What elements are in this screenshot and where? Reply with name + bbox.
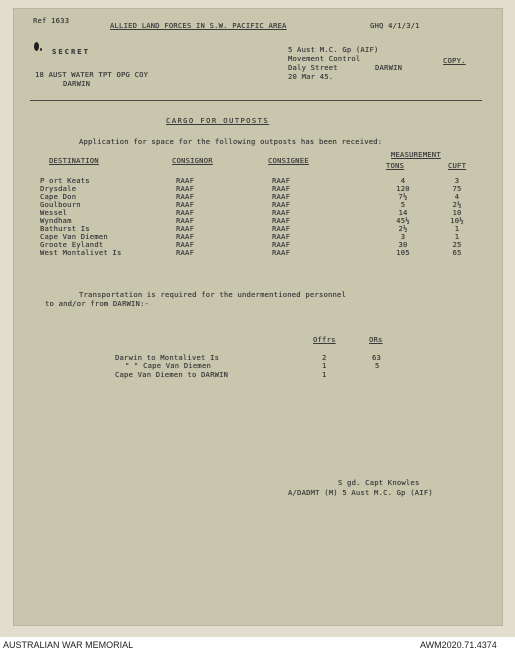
tons-cell: 5 bbox=[400, 200, 406, 209]
sender-street: Daly Street bbox=[288, 63, 338, 72]
offrs-cell: 2 bbox=[322, 353, 327, 362]
consignee-cell: RAAF bbox=[272, 248, 291, 257]
route-cell: Darwin to Montalivet Is bbox=[115, 353, 220, 362]
destination-cell: Goulbourn bbox=[40, 200, 81, 209]
consignee-cell: RAAF bbox=[272, 200, 291, 209]
cuft-cell: 1 bbox=[454, 224, 460, 233]
consignor-cell: RAAF bbox=[176, 232, 195, 241]
consignee-cell: RAAF bbox=[272, 216, 291, 225]
column-header-tons: TONS bbox=[386, 161, 405, 170]
destination-cell: Wyndham bbox=[40, 216, 72, 225]
destination-cell: West Montalivet Is bbox=[40, 248, 122, 257]
sender-city: DARWIN bbox=[375, 63, 403, 72]
route-cell: " " Cape Van Diemen bbox=[125, 361, 212, 370]
consignee-cell: RAAF bbox=[272, 208, 291, 217]
cuft-cell: 2½ bbox=[452, 200, 462, 209]
route-cell: Cape Van Diemen to DARWIN bbox=[115, 370, 229, 379]
cuft-cell: 1 bbox=[454, 232, 460, 241]
consignee-cell: RAAF bbox=[272, 224, 291, 233]
tons-cell: 30 bbox=[398, 240, 408, 249]
cuft-cell: 10 bbox=[452, 208, 462, 217]
tons-cell: 45½ bbox=[396, 216, 410, 225]
consignee-cell: RAAF bbox=[272, 240, 291, 249]
offrs-cell: 1 bbox=[322, 370, 327, 379]
cuft-cell: 65 bbox=[452, 248, 462, 257]
punch-hole bbox=[34, 42, 39, 51]
destination-cell: P ort Keats bbox=[40, 176, 90, 185]
consignee-cell: RAAF bbox=[272, 184, 291, 193]
cuft-cell: 25 bbox=[452, 240, 462, 249]
destination-cell: Drysdale bbox=[40, 184, 77, 193]
ghq-reference: GHQ 4/1/3/1 bbox=[370, 21, 420, 30]
transport-note-line-1: Transportation is required for the undermentioned personnel bbox=[79, 290, 347, 299]
table-row bbox=[0, 209, 515, 217]
transport-note-line-2: to and/or from DARWIN:- bbox=[45, 299, 150, 308]
consignor-cell: RAAF bbox=[176, 248, 195, 257]
consignee-cell: RAAF bbox=[272, 232, 291, 241]
sender-unit: 5 Aust M.C. Gp (AIF) bbox=[288, 45, 379, 54]
column-header-measurement: MEASUREMENT bbox=[391, 150, 441, 159]
tons-cell: 4 bbox=[400, 176, 406, 185]
destination-cell: Cape Van Diemen bbox=[40, 232, 108, 241]
destination-cell: Groote Eylandt bbox=[40, 240, 104, 249]
archive-reference: AWM2020.71.4374 bbox=[420, 640, 497, 650]
recipient-unit: 18 AUST WATER TPT OPG COY bbox=[35, 70, 149, 79]
table-row bbox=[0, 177, 515, 185]
document-date: 20 Mar 45. bbox=[288, 72, 334, 81]
consignee-cell: RAAF bbox=[272, 176, 291, 185]
column-header-consignee: CONSIGNEE bbox=[268, 156, 309, 165]
tons-cell: 14 bbox=[398, 208, 408, 217]
consignor-cell: RAAF bbox=[176, 216, 195, 225]
consignor-cell: RAAF bbox=[176, 192, 195, 201]
destination-cell: Cape Don bbox=[40, 192, 77, 201]
consignor-cell: RAAF bbox=[176, 200, 195, 209]
subject-line: CARGO FOR OUTPOSTS bbox=[166, 116, 270, 125]
consignee-cell: RAAF bbox=[272, 192, 291, 201]
consignor-cell: RAAF bbox=[176, 176, 195, 185]
tons-cell: 2½ bbox=[398, 224, 408, 233]
column-header-consignor: CONSIGNOR bbox=[172, 156, 213, 165]
recipient-location: DARWIN bbox=[63, 79, 91, 88]
signature-title: A/DADMT (M) 5 Aust M.C. Gp (AIF) bbox=[288, 488, 433, 497]
table-row bbox=[0, 201, 515, 209]
consignor-cell: RAAF bbox=[176, 208, 195, 217]
offrs-cell: 1 bbox=[322, 361, 327, 370]
consignor-cell: RAAF bbox=[176, 240, 195, 249]
consignor-cell: RAAF bbox=[176, 184, 195, 193]
destination-cell: Bathurst Is bbox=[40, 224, 90, 233]
secret-classification: SECRET bbox=[52, 47, 90, 56]
destination-cell: Wessel bbox=[40, 208, 68, 217]
intro-paragraph: Application for space for the following outposts has been received: bbox=[79, 137, 383, 146]
cuft-cell: 10½ bbox=[450, 216, 464, 225]
column-header-cuft: CUFT bbox=[448, 161, 467, 170]
archive-credit: AUSTRALIAN WAR MEMORIAL bbox=[3, 640, 134, 650]
table-row bbox=[0, 185, 515, 193]
copy-mark: COPY. bbox=[443, 56, 466, 65]
tons-cell: 3 bbox=[400, 232, 406, 241]
tons-cell: 120 bbox=[396, 184, 410, 193]
tons-cell: 7½ bbox=[398, 192, 408, 201]
ors-cell: 5 bbox=[375, 361, 380, 370]
table-row bbox=[0, 249, 515, 257]
ors-cell: 63 bbox=[372, 353, 382, 362]
cuft-cell: 75 bbox=[452, 184, 462, 193]
sender-control: Movement Control bbox=[288, 54, 361, 63]
tons-cell: 105 bbox=[396, 248, 410, 257]
document-title: ALLIED LAND FORCES IN S.W. PACIFIC AREA bbox=[110, 21, 287, 30]
column-header-ors: ORs bbox=[369, 335, 383, 344]
column-header-destination: DESTINATION bbox=[49, 156, 99, 165]
cuft-cell: 4 bbox=[454, 192, 460, 201]
header-divider bbox=[30, 100, 482, 101]
consignor-cell: RAAF bbox=[176, 224, 195, 233]
cuft-cell: 3 bbox=[454, 176, 460, 185]
reference-number: Ref 1633 bbox=[33, 16, 70, 25]
column-header-offrs: Offrs bbox=[313, 335, 336, 344]
punch-hole-mark bbox=[40, 48, 42, 51]
signature-name: S gd. Capt Knowles bbox=[338, 478, 420, 487]
